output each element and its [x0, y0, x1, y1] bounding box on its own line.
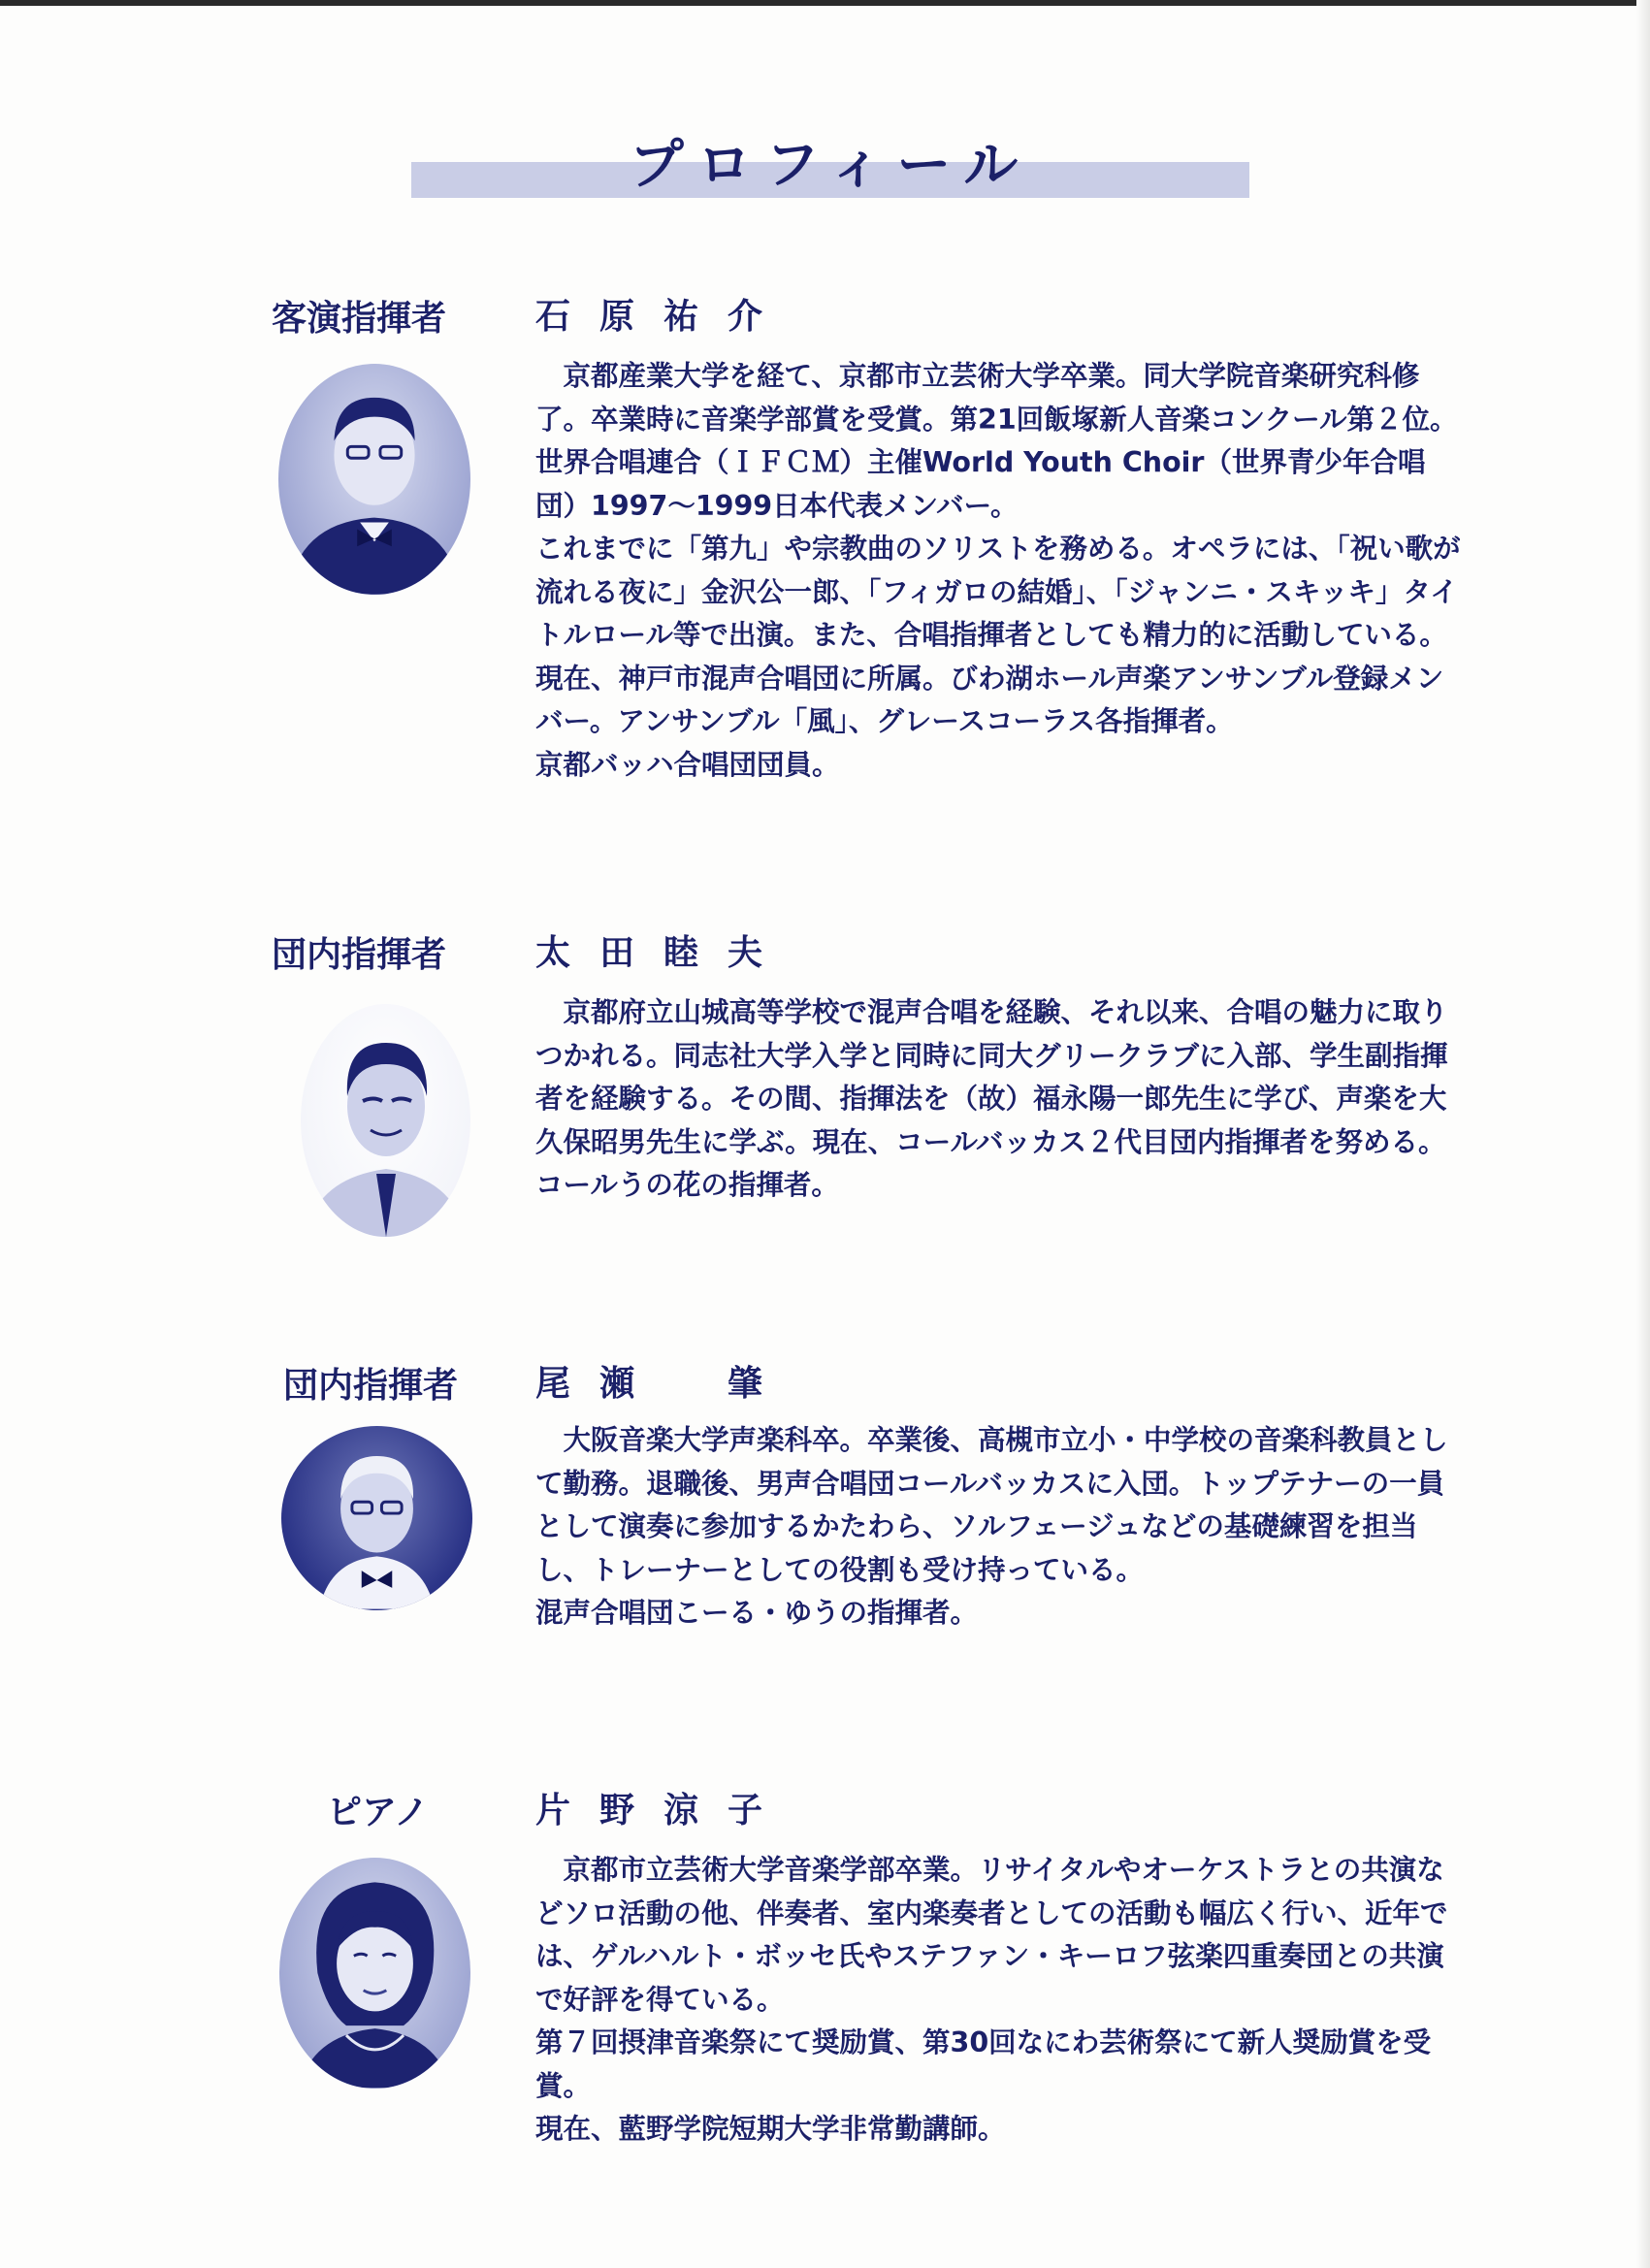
bio-paragraph: 京都府立山城高等学校で混声合唱を経験、それ以来、合唱の魅力に取りつかれる。同志社大学入学と同時に同大グリークラブに入部、学生副指揮者を経験する。その間、指揮法を（故）福永陽一郎先生に学び、声楽を大久保昭男先生に学ぶ。現在、コールバッカス２代目団内指揮者を努める。 — [535, 996, 1448, 1158]
portrait-photo — [301, 1004, 470, 1237]
portrait-illustration — [278, 364, 470, 595]
portrait-photo — [281, 1426, 472, 1610]
bio-paragraph: 現在、藍野学院短期大学非常勤講師。 — [535, 2113, 1006, 2145]
page-right-edge — [1636, 0, 1650, 2268]
bio-paragraph: 京都市立芸術大学音楽学部卒業。リサイタルやオーケストラとの共演などソロ活動の他、伴奏者、室内楽奏者としての活動も幅広く行い、近年では、ゲルハルト・ボッセ氏やステファン・キーロフ弦楽四重奏団との共演で好評を得ている。 — [535, 1854, 1448, 2016]
profile-role: 団内指揮者 — [283, 1366, 459, 1406]
portrait-illustration — [279, 1858, 470, 2089]
profile-role: 団内指揮者 — [272, 935, 447, 975]
bio-paragraph: 第７回摂津音楽祭にて奨励賞、第30回なにわ芸術祭にて新人奨励賞を受賞。 — [535, 2026, 1432, 2102]
bio-paragraph: 京都産業大学を経て、京都市立芸術大学卒業。同大学院音楽研究科修了。卒業時に音楽学部賞を受賞。第21回飯塚新人音楽コンクール第２位。世界合唱連合（ＩＦＣＭ）主催World Youth Choir（世界青少年合唱団）1997〜1999日本代表メンバー。 — [535, 360, 1458, 522]
page-top-edge — [0, 0, 1650, 6]
profile-bio — [535, 1849, 1467, 2152]
profile-bio — [535, 1419, 1467, 1636]
profile-name: 太田睦夫 — [535, 933, 793, 973]
profile-role: 客演指揮者 — [272, 299, 447, 339]
profile-name: 石原祐介 — [535, 297, 793, 337]
bio-paragraph: コールうの花の指揮者。 — [535, 1169, 839, 1201]
portrait-photo — [278, 364, 470, 595]
bio-paragraph: 現在、神戸市混声合唱団に所属。びわ湖ホール声楽アンサンブル登録メンバー。アンサンブル「風」、グレースコーラス各指揮者。 — [535, 662, 1444, 737]
profile-bio — [535, 991, 1467, 1208]
bio-paragraph: 大阪音楽大学声楽科卒。卒業後、高槻市立小・中学校の音楽科教員として勤務。退職後、男声合唱団コールバッカスに入団。トップテナーの一員として演奏に参加するかたわら、ソルフェージュなどの基礎練習を担当し、トレーナーとしての役割も受け持っている。 — [535, 1424, 1448, 1586]
page-title: プロフィール — [629, 134, 1032, 197]
profile-bio — [535, 355, 1467, 787]
bio-paragraph: 混声合唱団こーる・ゆうの指揮者。 — [535, 1597, 979, 1629]
bio-paragraph: 京都バッハ合唱団団員。 — [535, 748, 840, 781]
profile-name: 尾瀬 肇 — [535, 1364, 793, 1404]
profile-role: ピアノ — [327, 1793, 430, 1832]
bio-paragraph: これまでに「第九」や宗教曲のソリストを務める。オペラには、「祝い歌が流れる夜に」金沢公一郎、「フィガロの結婚」、「ジャンニ・スキッキ」タイトルロール等で出演。また、合唱指揮者としても精力的に活動している。 — [535, 533, 1461, 651]
portrait-illustration — [281, 1426, 472, 1610]
portrait-photo — [279, 1858, 470, 2089]
profile-name: 片野涼子 — [535, 1791, 793, 1831]
portrait-illustration — [301, 1004, 470, 1237]
